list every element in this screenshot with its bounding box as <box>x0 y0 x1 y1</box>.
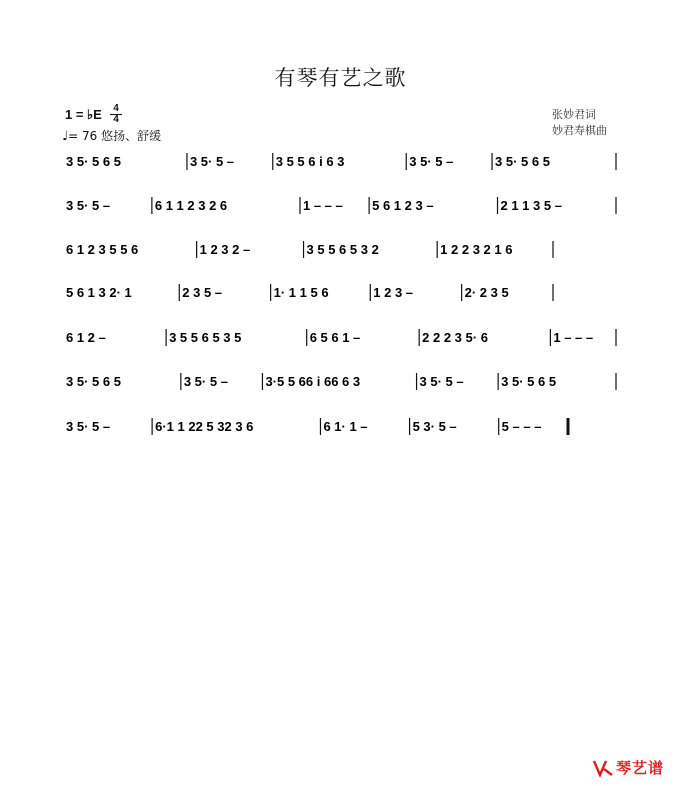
composer-credit: 妙君寿棋曲 <box>552 124 607 137</box>
lyricist-credit: 张妙君词 <box>552 108 596 121</box>
time-signature-bottom: 4 <box>113 114 119 125</box>
measure-notes: 5 – – – <box>501 419 542 434</box>
measure-notes: 1 2 3 – <box>373 285 414 300</box>
logo-text: 琴艺谱 <box>616 759 665 777</box>
measure-notes: 3 5· 5 – <box>189 154 235 169</box>
measure-notes: 2· 2 3 5 <box>464 285 509 300</box>
measure-notes: 3 5· 5 6 5 <box>495 154 550 169</box>
measure-notes: 5 6 1 3 2· 1 <box>66 285 132 300</box>
site-logo <box>592 757 664 778</box>
score-line <box>66 197 616 214</box>
score-line <box>66 329 616 346</box>
measure-notes: 3 5· 5 6 5 <box>66 154 121 169</box>
measure-notes: 1· 1 1 5 6 <box>273 285 329 300</box>
tempo-value: = 76 <box>68 129 98 143</box>
measure-notes: 6 1 2 3 5 5 6 <box>66 242 139 257</box>
measure-notes: 1 – – – <box>553 330 594 345</box>
quarter-note-icon: ♩ <box>62 129 69 144</box>
measure-notes: 6 1 2 – <box>66 330 106 345</box>
measure-notes: 3 5 5 6 5 3 2 <box>306 242 379 257</box>
song-title: 有琴有艺之歌 <box>274 66 407 90</box>
score-line <box>66 418 568 435</box>
measure-notes: 2 3 5 – <box>182 285 223 300</box>
measure-notes: 1 2 3 2 – <box>199 242 251 257</box>
measure-notes: 3 5· 5 – <box>409 154 454 169</box>
measure-notes: 3 5· 5 – <box>183 374 228 389</box>
measure-notes: 3 5· 5 6 5 <box>501 374 557 389</box>
measure-notes: 2 1 1 3 5 – <box>500 198 562 213</box>
measure-notes: 6 5 6 1 – <box>309 330 361 345</box>
measure-notes: 6 1· 1 – <box>323 419 368 434</box>
measure-notes: 6 1 1 2 3 2 6 <box>154 198 228 213</box>
measure-notes: 3 5 5 6 i 6 3 <box>275 154 345 169</box>
measure-notes: 5 6 1 2 3 – <box>372 198 434 213</box>
logo-mark-icon <box>592 759 614 777</box>
measure-notes: 3 5· 5 – <box>66 198 111 213</box>
measure-notes: 3 5· 5 6 5 <box>66 374 121 389</box>
measure-notes: 3 5· 5 – <box>66 419 111 434</box>
measure-notes: 1 – – – <box>303 198 343 213</box>
time-signature-top: 4 <box>113 103 119 114</box>
score-line <box>66 241 553 258</box>
score-line <box>66 153 616 170</box>
measure-notes: 3·5 5 66 i 66 6 3 <box>265 374 361 389</box>
key-signature: 1 = ♭E <box>65 107 102 122</box>
measure-notes: 3 5 5 6 5 3 5 <box>169 330 242 345</box>
score-line <box>66 284 553 301</box>
tempo-expression: 悠扬、舒缓 <box>101 129 162 143</box>
measure-notes: 2 2 2 3 5· 6 <box>422 330 488 345</box>
measure-notes: 5 3· 5 – <box>412 419 457 434</box>
measure-notes: 1 2 2 3 2 1 6 <box>440 242 513 257</box>
measure-notes: 6·1 1 22 5 32 3 6 <box>155 419 254 434</box>
score-line <box>66 373 616 390</box>
measure-notes: 3 5· 5 – <box>419 374 464 389</box>
